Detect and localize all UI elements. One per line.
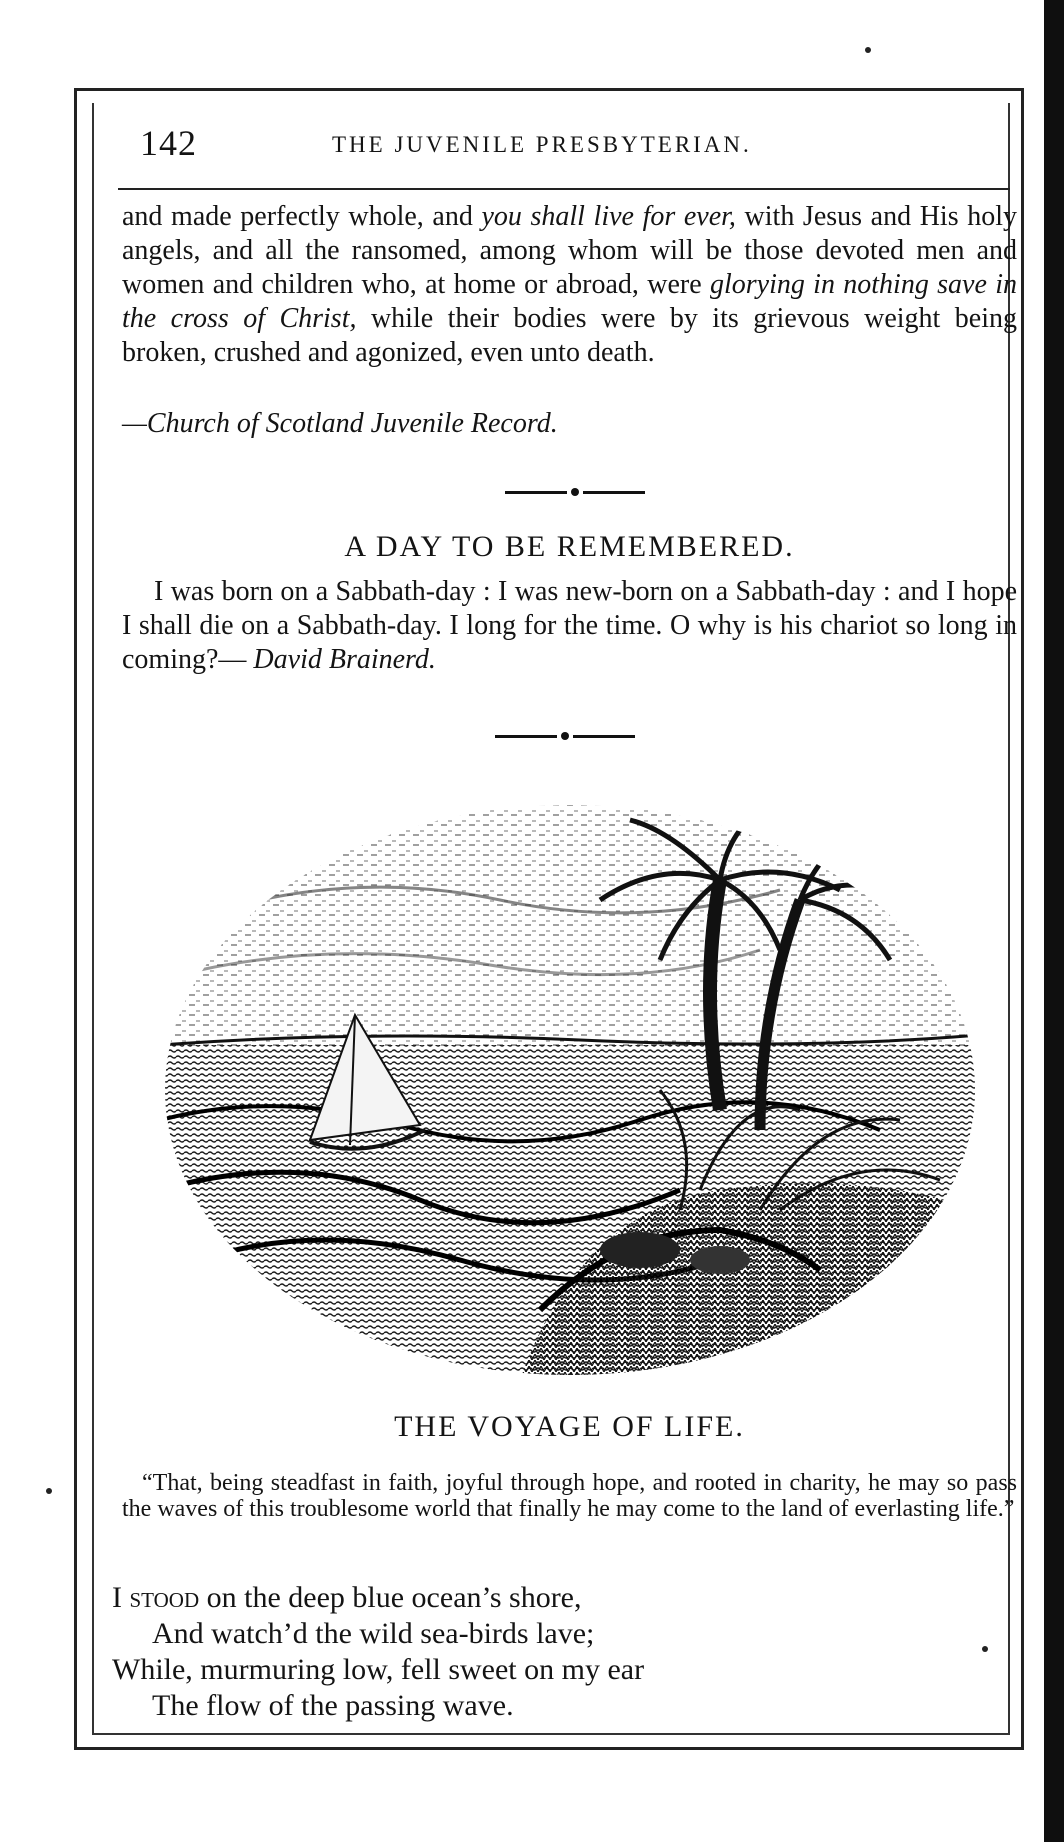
emphasis-text: glorying in nothing save in the cross of Christ,: [122, 269, 1017, 334]
page-number: 142: [140, 123, 197, 163]
ornamental-divider: [495, 730, 635, 742]
source-attribution: —Church of Scotland Juvenile Record.: [122, 408, 558, 439]
running-title: THE JUVENILE PRESBYTERIAN.: [332, 132, 752, 157]
poem-line: While, murmuring low, fell sweet on my ear: [112, 1653, 645, 1686]
poem-opening-words: I stood: [112, 1581, 200, 1614]
poem: [112, 1580, 992, 1724]
sea-engraving-illustration: [160, 790, 980, 1380]
emphasis-text: you shall live for ever,: [481, 201, 736, 232]
poem-line-text: on the deep blue ocean’s shore,: [199, 1581, 582, 1614]
header-rule: [118, 188, 1010, 190]
ornamental-divider: [505, 486, 645, 498]
print-speck: [982, 1646, 988, 1652]
paragraph-text: I was born on a Sabbath-day : I was new-born on a Sabbath-day : and I hope I shall die on a Sabbath-day. I long for the time. O why is his chariot so long in coming?—: [122, 576, 1017, 675]
author-name: David Brainerd.: [253, 644, 436, 675]
poem-line: And watch’d the wild sea-birds lave;: [152, 1617, 595, 1650]
section-heading: THE VOYAGE OF LIFE.: [394, 1410, 745, 1443]
paragraph-text: with Jesus and His holy angels, and all the ransomed, among whom will be those devoted men and women and children who, at home or abroad, were: [122, 201, 1017, 300]
paragraph-text: while their bodies were by its grievous weight being broken, crushed and agonized, even unto death.: [122, 303, 1018, 368]
article-continuation: [122, 200, 1017, 370]
section-heading: A DAY TO BE REMEMBERED.: [344, 530, 795, 563]
scan-edge: [1044, 0, 1064, 1842]
paragraph-text: and made perfectly whole, and: [122, 201, 482, 232]
epigraph: “That, being steadfast in faith, joyful through hope, and rooted in charity, he may so pass the waves of this troublesome world that finally he may come to the land of everlasting life.”: [122, 1470, 1017, 1522]
print-speck: [865, 47, 871, 53]
quote-paragraph: [122, 575, 1017, 677]
poem-line: The flow of the passing wave.: [152, 1689, 514, 1722]
print-speck: [46, 1488, 52, 1494]
page-header: [132, 118, 1000, 178]
poem-line: [112, 1580, 992, 1616]
